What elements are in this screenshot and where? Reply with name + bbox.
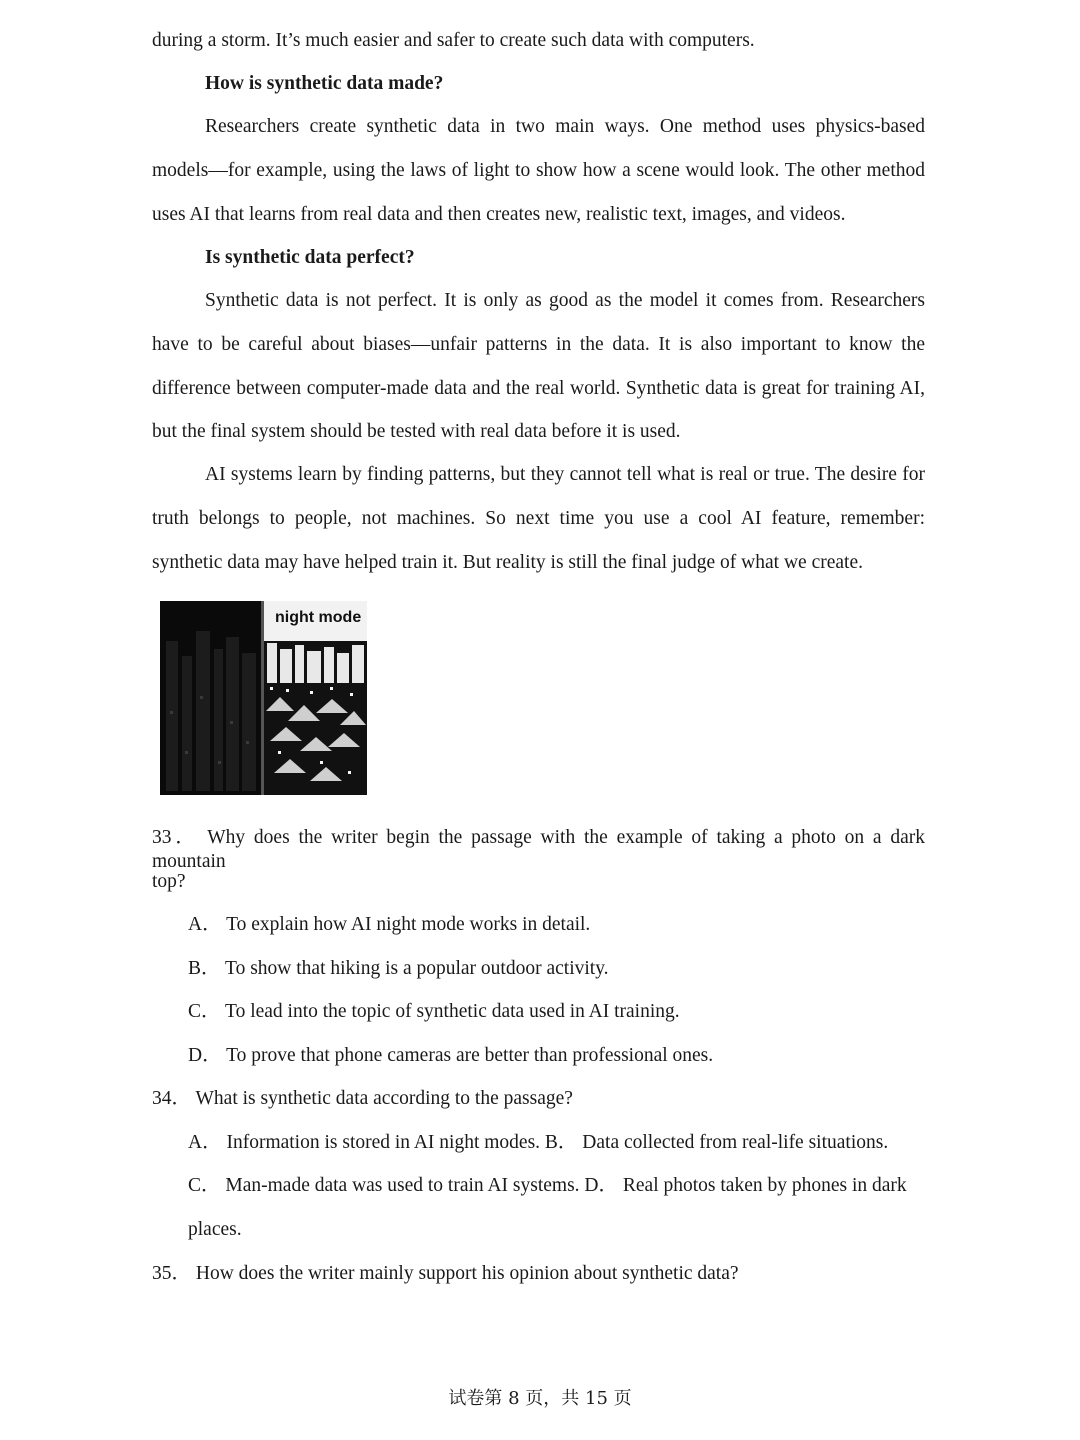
heading-is-perfect: Is synthetic data perfect? [205, 247, 415, 268]
q33-stem: 33． Why does the writer begin the passage with the example of taking a photo on a dark mountain [152, 827, 925, 872]
passage-line-12: truth belongs to people, not machines. So next time you use a cool AI feature, remember: [152, 508, 925, 529]
q33-option-b: B． To show that hiking is a popular outdoor activity. [188, 958, 609, 979]
q34-options-cd-cont: places. [188, 1219, 242, 1240]
q34-options-ab: A． Information is stored in AI night modes. B． Data collected from real-life situations. [188, 1132, 889, 1153]
passage-line-1: during a storm. It’s much easier and safer to create such data with computers. [152, 30, 755, 51]
passage-line-10: but the final system should be tested with real data before it is used. [152, 421, 681, 442]
q35-stem: 35． How does the writer mainly support his opinion about synthetic data? [152, 1263, 739, 1284]
passage-line-7: Synthetic data is not perfect. It is only as good as the model it comes from. Researchers [205, 290, 925, 311]
passage-line-4: models—for example, using the laws of light to show how a scene would look. The other method [152, 160, 925, 181]
heading-how-made: How is synthetic data made? [205, 73, 444, 94]
passage-line-9: difference between computer-made data and the real world. Synthetic data is great for training AI, [152, 378, 925, 399]
q34-stem: 34． What is synthetic data according to the passage? [152, 1088, 573, 1109]
night-mode-illustration [160, 601, 367, 795]
q33-option-a: A． To explain how AI night mode works in detail. [188, 914, 591, 935]
q34-options-cd: C． Man-made data was used to train AI systems. D． Real photos taken by phones in dark [188, 1175, 907, 1196]
passage-line-5: uses AI that learns from real data and then creates new, realistic text, images, and videos. [152, 204, 846, 225]
q33-option-c: C． To lead into the topic of synthetic data used in AI training. [188, 1001, 680, 1022]
night-mode-photo [160, 601, 367, 795]
passage-line-8: have to be careful about biases—unfair patterns in the data. It is also important to know the [152, 334, 925, 355]
q33-stem-cont: top? [152, 871, 186, 892]
night-mode-label: night mode [275, 609, 362, 626]
passage-line-13: synthetic data may have helped train it. But reality is still the final judge of what we create. [152, 552, 863, 573]
passage-line-11: AI systems learn by finding patterns, but they cannot tell what is real or true. The desire for [205, 464, 925, 485]
q33-option-d: D． To prove that phone cameras are better than professional ones. [188, 1045, 714, 1066]
passage-line-3: Researchers create synthetic data in two main ways. One method uses physics-based [205, 116, 925, 137]
page-number-footer: 试卷第 8 页，共 15 页 [448, 1388, 632, 1409]
